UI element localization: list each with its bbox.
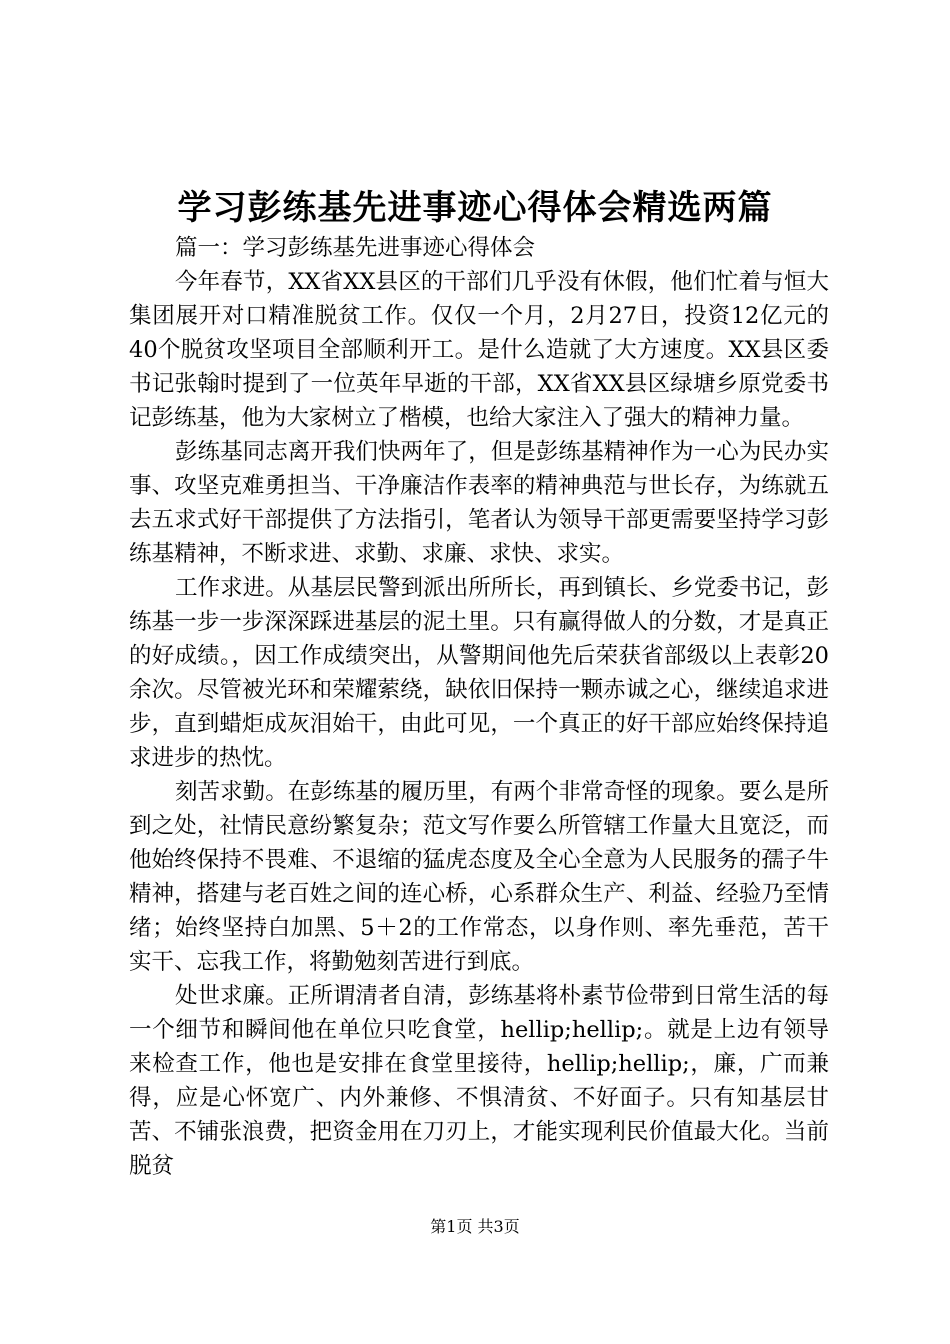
paragraph: 彭练基同志离开我们快两年了，但是彭练基精神作为一心为民办实事、攻坚克难勇担当、干净廉洁作表率的精神典范与世长存，为练就五去五求式好干部提供了方法指引，笔者认为领导干部更需要坚持学习彭练基精神，不断求进、求勤、求廉、求快、求实。 [129, 439, 829, 567]
paragraph: 工作求进。从基层民警到派出所所长，再到镇长、乡党委书记，彭练基一步一步深深踩进基层的泥土里。只有赢得做人的分数，才是真正的好成绩。，因工作成绩突出，从警期间他先后荣获省部级以上表彰20余次。尽管被光环和荣耀萦绕，缺依旧保持一颗赤诚之心，继续追求进步，直到蜡炬成灰泪始干，由此可见，一个真正的好干部应始终保持追求进步的热忱。 [129, 575, 829, 771]
document-body [129, 232, 829, 1183]
section-heading: 篇一：学习彭练基先进事迹心得体会 [175, 235, 536, 261]
page-title: 学习彭练基先进事迹心得体会精选两篇 [177, 188, 773, 228]
paragraph: 处世求廉。正所谓清者自清，彭练基将朴素节俭带到日常生活的每一个细节和瞬间他在单位只吃食堂，hellip;hellip;。就是上边有领导来检查工作，他也是安排在食堂里接待，hellip;hellip;，廉，广而兼得，应是心怀宽广、内外兼修、不惧清贫、不好面子。只有知基层甘苦、不铺张浪费，把资金用在刀刃上，才能实现利民价值最大化。当前脱贫 [129, 983, 829, 1179]
page-number-footer: 第1页 共3页 [430, 1217, 520, 1236]
paragraph: 刻苦求勤。在彭练基的履历里，有两个非常奇怪的现象。要么是所到之处，社情民意纷繁复杂；范文写作要么所管辖工作量大且宽泛，而他始终保持不畏难、不退缩的猛虎态度及全心全意为人民服务的孺子牛精神，搭建与老百姓之间的连心桥，心系群众生产、利益、经验乃至情绪；始终坚持白加黑、5＋2的工作常态，以身作则、率先垂范，苦干实干、忘我工作，将勤勉刻苦进行到底。 [129, 779, 829, 975]
paragraph: 今年春节，XX省XX县区的干部们几乎没有休假，他们忙着与恒大集团展开对口精准脱贫工作。仅仅一个月，2月27日，投资12亿元的40个脱贫攻坚项目全部顺利开工。是什么造就了大方速度。XX县区委书记张翰时提到了一位英年早逝的干部，XX省XX县区绿塘乡原党委书记彭练基，他为大家树立了楷模，也给大家注入了强大的精神力量。 [129, 269, 829, 431]
